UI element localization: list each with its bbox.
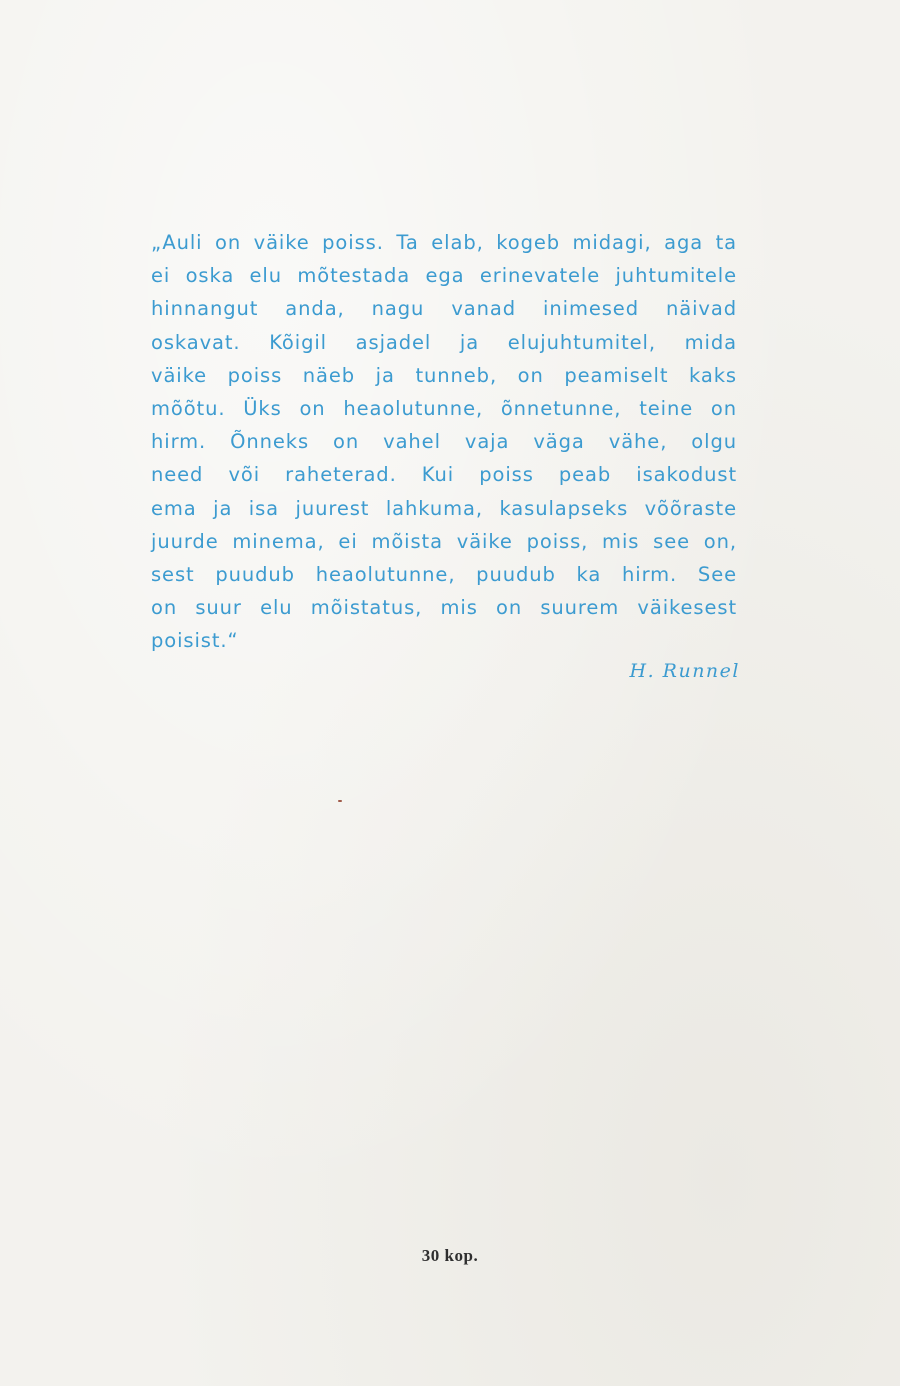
quote-line: hirm. Õnneks on vahel vaja väga vähe, olgu: [151, 430, 737, 454]
quote-line: juurde minema, ei mõista väike poiss, mis see on,: [151, 529, 737, 553]
quote-line: poisist.“: [151, 629, 239, 653]
quote-line: need või raheterad. Kui poiss peab isakodust: [151, 463, 737, 487]
quote-line: hinnangut anda, nagu vanad inimesed näivad: [151, 297, 737, 321]
quote-author: H. Runnel: [629, 660, 740, 682]
quote-text: [151, 226, 737, 658]
quote-line: ema ja isa juurest lahkuma, kasulapseks võõraste: [151, 496, 737, 520]
quote-line: on suur elu mõistatus, mis on suurem väikesest: [151, 596, 737, 620]
quote-line: oskavat. Kõigil asjadel ja elujuhtumitel, mida: [151, 330, 737, 354]
quote-line: ei oska elu mõtestada ega erinevatele juhtumitele: [151, 264, 737, 288]
quote-line: väike poiss näeb ja tunneb, on peamiselt kaks: [151, 363, 737, 387]
quote-line: sest puudub heaolutunne, puudub ka hirm. See: [151, 563, 737, 587]
price-label: 30 kop.: [421, 1246, 479, 1265]
quote-line: „Auli on väike poiss. Ta elab, kogeb midagi, aga ta: [151, 231, 737, 254]
quote-line: mõõtu. Üks on heaolutunne, õnnetunne, teine on: [151, 397, 737, 421]
paper-speck: [338, 800, 342, 802]
